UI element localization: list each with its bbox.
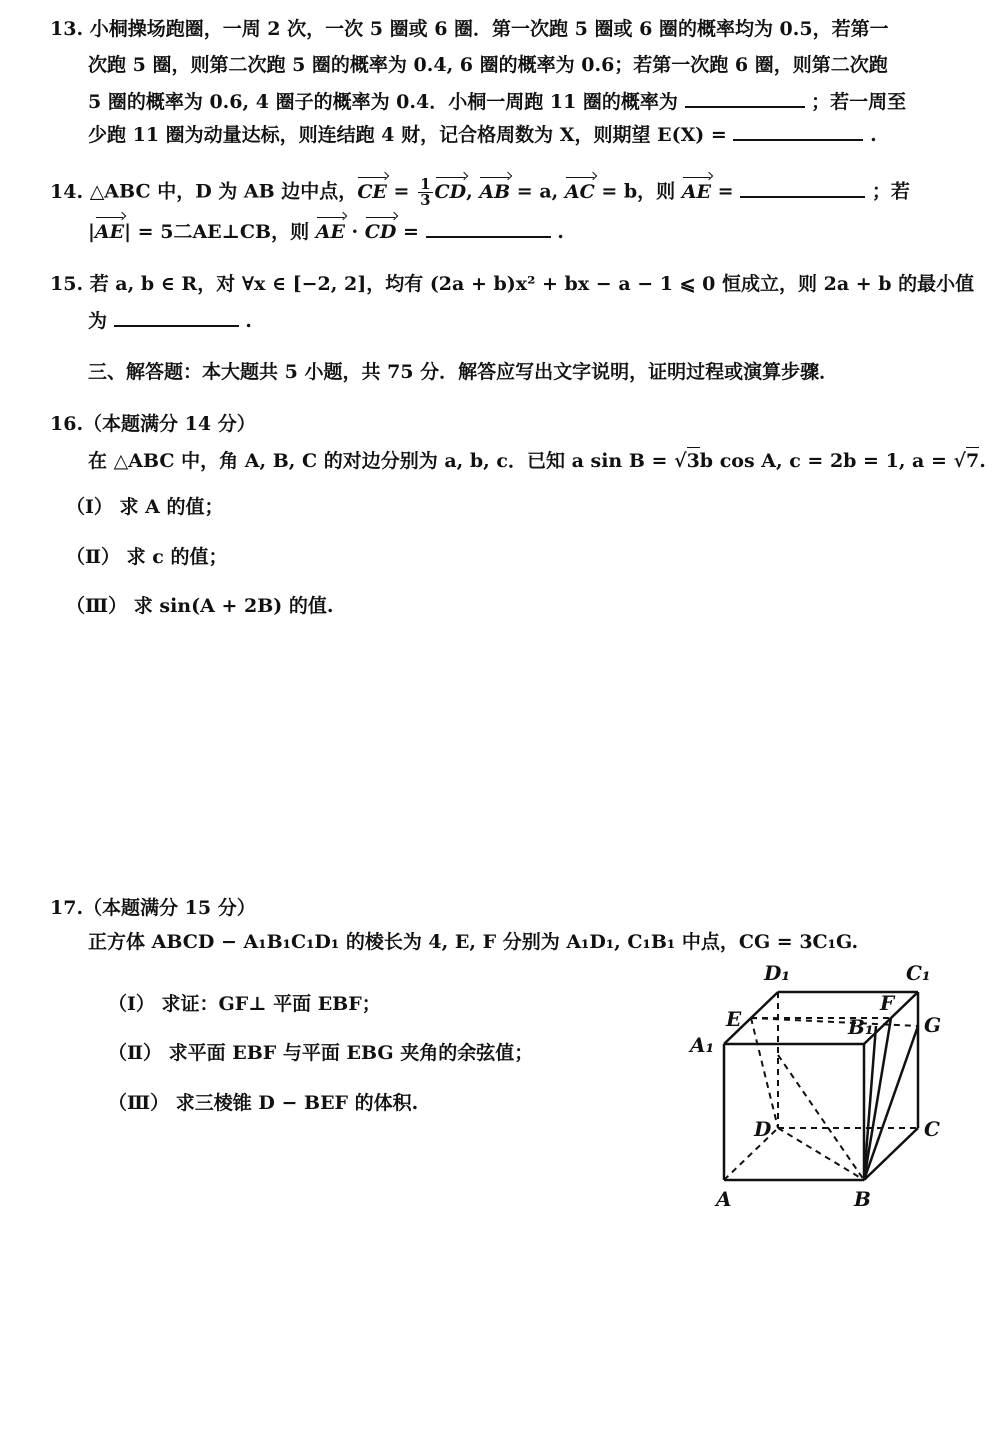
q16-part3-label: （Ⅲ） [66,595,128,617]
q17-part3-label: （Ⅲ） [108,1092,170,1114]
q15-answer-blank[interactable] [114,307,239,327]
cube-solid-edges [724,992,918,1180]
q14-mid4: = [711,180,734,203]
segment-eg [751,1018,918,1026]
q16-part2-label: （Ⅱ） [66,546,121,568]
segment-b-b1 [864,1026,876,1180]
q15-line2 [88,307,252,333]
vector-ae-3: AE [315,221,345,243]
q14-number: 14. [50,180,84,203]
label-g: G [924,1013,942,1037]
q16-header [50,412,256,436]
vector-cd: CD [434,180,467,203]
q17-header [50,896,256,920]
q13-text-3a: 5 圈的概率为 0.6, 4 圈子的概率为 0.4．小桐一周跑 11 圈的概率为 [88,91,678,113]
fraction-one-third [418,177,432,208]
q16-stem-b: b cos A, c = 2b = 1, a = [699,450,954,472]
label-b: B [854,1187,871,1211]
q16-part3-text: 求 sin(A + 2B) 的值. [133,595,334,617]
segment-e-b [778,1055,864,1180]
q15-number: 15. [50,273,84,295]
q17-part1-label: （Ⅰ） [108,993,155,1015]
q17-header-text: 17.（本题满分 15 分） [50,897,256,919]
q14-line1 [50,177,910,208]
q14-mid3: = b，则 [594,180,682,203]
label-c: C [924,1117,940,1141]
q13-number: 13. [50,18,84,40]
q17-part3 [108,1091,418,1115]
q16-part1-label: （Ⅰ） [66,496,113,518]
q14-mid2: = a, [510,180,565,203]
q13-text-3b: ；若一周至 [811,91,907,113]
segment-bg [864,1026,918,1180]
q13-text-4b: . [870,124,877,146]
segment-db [778,1128,864,1180]
q14-text-1a: △ABC 中，D 为 AB 边中点， [89,180,358,203]
q13-answer-blank-2[interactable] [733,121,863,141]
q17-stem-text: 正方体 ABCD − A₁B₁C₁D₁ 的棱长为 4, E, F 分别为 A₁D₁, C₁B₁ 中点，CG = 3C₁G. [88,931,859,953]
label-d1: D₁ [764,961,791,985]
q17-part1-text: 求证：GF⊥ 平面 EBF； [161,993,381,1015]
q14-text-2b: | = 5二AE⊥CB，则 [124,221,316,243]
frac-numerator: 1 [420,175,431,193]
q14-eq1: = [386,180,417,203]
q16-stem-c: . [979,450,986,472]
q16-stem: 在 △ABC 中，角 A, B, C 的对边分别为 a, b, c．已知 a sin B = √3b cos A, c = 2b = 1, a = √7. [88,447,986,473]
vector-ae: AE [681,180,712,203]
label-a: A [716,1187,732,1211]
q14-text-2d: = [396,221,419,243]
q17-part2 [108,1041,533,1065]
q16-stem-a: 在 △ABC 中，角 A, B, C 的对边分别为 a, b, c．已知 a sin B = [88,450,675,472]
q13-line4 [88,121,877,147]
q15-line1 [50,272,974,296]
q13-line3 [88,88,906,114]
q17-part1 [108,992,381,1016]
q16-part2-text: 求 c 的值； [126,546,228,568]
segment-bf [864,1018,891,1180]
q16-part1-text: 求 A 的值； [119,496,224,518]
label-a1: A₁ [690,1033,715,1057]
q16-part1 [66,495,224,519]
q13-text-2: 次跑 5 圈，则第二次跑 5 圈的概率为 0.4, 6 圈的概率为 0.6；若第一次跑 6 圈，则第二次跑 [88,54,888,76]
label-e: E [726,1007,742,1031]
vector-ab: AB [479,180,511,203]
q14-tail-1: ；若 [871,180,910,203]
q16-part2 [66,545,227,569]
q14-mid1: , [466,180,480,203]
vector-ae-2: AE [94,221,125,243]
q13-line2 [88,53,888,77]
section-heading-text: 三、解答题：本大题共 5 小题，共 75 分．解答应写出文字说明，证明过程或演算步骤． [88,361,839,383]
vector-ac: AC [564,180,595,203]
frac-denominator: 3 [420,191,431,209]
q15-text-2a: 为 [88,310,108,332]
q16-part3 [66,594,334,618]
label-c1: C₁ [906,961,931,985]
segment-ed [751,1018,778,1128]
vector-ce: CE [357,180,387,203]
q16-header-text: 16.（本题满分 14 分） [50,413,256,435]
q17-part2-text: 求平面 EBF 与平面 EBG 夹角的余弦值； [168,1042,534,1064]
q13-text-4a: 少跑 11 圈为动量达标，则连结跑 4 财，记合格周数为 X，则期望 E(X) = [88,124,727,146]
q14-line2 [88,218,564,244]
q16-sqrt-3: 3 [687,447,700,473]
label-d: D [754,1117,772,1141]
cube-figure [680,960,960,1220]
label-f: F [880,991,895,1015]
q14-answer-blank-1[interactable] [740,178,865,198]
q14-answer-blank-2[interactable] [426,218,551,238]
q17-stem [88,930,858,954]
q14-abs-open: | [88,221,95,243]
label-b1: B₁ [848,1015,874,1039]
section-heading [88,360,838,384]
q16-sqrt-7: 7 [966,447,979,473]
q13-line1 [50,17,889,41]
q14-tail-2: . [557,221,564,243]
q13-answer-blank-1[interactable] [685,88,805,108]
q14-dot: · [344,221,365,243]
q15-text-1: 若 a, b ∈ R，对 ∀x ∈ [−2, 2]，均有 (2a + b)x² + bx − a − 1 ⩽ 0 恒成立，则 2a + b 的最小值 [89,273,975,295]
q13-text-1: 小桐操场跑圈，一周 2 次，一次 5 圈或 6 圈．第一次跑 5 圈或 6 圈的概率均为 0.5，若第一 [89,18,889,40]
q17-part3-text: 求三棱锥 D − BEF 的体积. [175,1092,419,1114]
q17-part2-label: （Ⅱ） [108,1042,163,1064]
q15-text-2b: . [245,310,252,332]
vector-cd-2: CD [364,221,397,243]
